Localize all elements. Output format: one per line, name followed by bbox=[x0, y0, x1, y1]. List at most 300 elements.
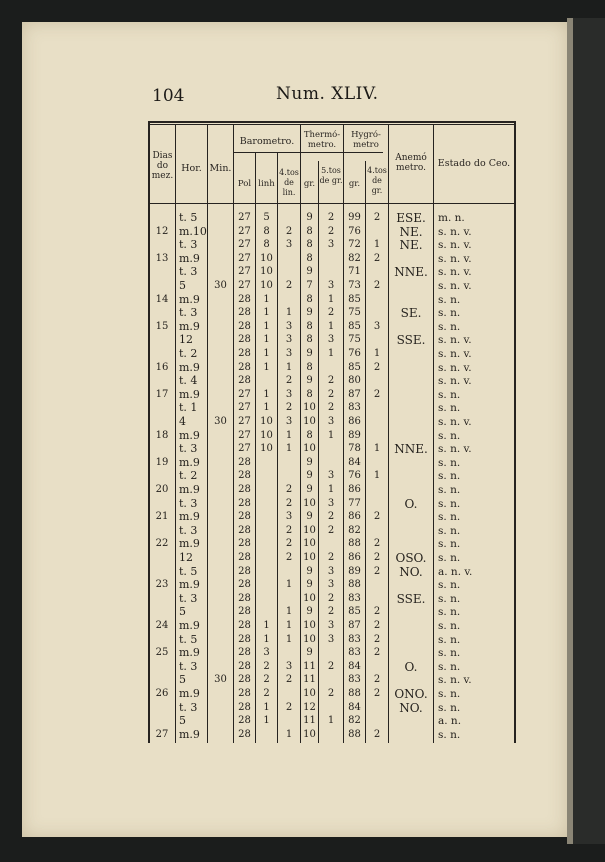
cell-tg: 8 bbox=[306, 293, 313, 305]
cell-pol: 28 bbox=[238, 511, 251, 523]
cell-hg: 83 bbox=[348, 633, 361, 645]
cell-vento: NO. bbox=[399, 700, 423, 715]
cell-tq: 2 bbox=[327, 688, 335, 699]
cell-hor: m.9 bbox=[179, 687, 200, 700]
cell-hg: 83 bbox=[348, 402, 361, 414]
cell-tg: 8 bbox=[306, 334, 313, 346]
cell-pol: 28 bbox=[238, 538, 251, 550]
cell-hg: 85 bbox=[348, 293, 361, 305]
cell-tq: 3 bbox=[327, 416, 335, 427]
cell-linh: 1 bbox=[263, 620, 270, 631]
cell-estado: s. n. bbox=[438, 456, 461, 469]
cell-pol: 27 bbox=[238, 212, 251, 223]
cell-tg: 10 bbox=[303, 402, 316, 414]
cell-dia: 15 bbox=[155, 320, 169, 332]
cell-min: 30 bbox=[214, 280, 227, 291]
cell-estado: s. n. bbox=[438, 620, 461, 632]
cell-tg: 10 bbox=[303, 620, 316, 631]
cell-hq: 2 bbox=[373, 280, 381, 291]
cell-estado: s. n. bbox=[438, 497, 461, 510]
cell-hq: 2 bbox=[373, 633, 381, 645]
header-thermo-gr: gr. bbox=[303, 179, 316, 189]
cell-pol: 28 bbox=[238, 361, 251, 373]
cell-q: 2 bbox=[285, 280, 293, 291]
cell-linh: 8 bbox=[263, 225, 270, 237]
cell-estado: s. n. bbox=[438, 701, 461, 714]
cell-hor: t. 3 bbox=[179, 265, 198, 279]
cell-pol: 27 bbox=[238, 252, 251, 264]
cell-dia: 19 bbox=[155, 456, 169, 468]
cell-pol: 28 bbox=[238, 701, 251, 713]
header-thermometro: Thermó-metro. bbox=[303, 130, 341, 150]
cell-pol: 27 bbox=[238, 266, 251, 278]
cell-tg: 12 bbox=[303, 701, 316, 713]
cell-pol: 28 bbox=[238, 728, 251, 740]
cell-linh: 1 bbox=[263, 402, 270, 414]
header-pol: Pol bbox=[237, 179, 252, 189]
header-anemometro: Anemó metro. bbox=[395, 153, 427, 173]
cell-tg: 8 bbox=[306, 320, 313, 332]
cell-estado: s. n. v. bbox=[438, 280, 472, 292]
cell-hor: t. 3 bbox=[179, 591, 198, 605]
cell-estado: s. n. bbox=[438, 307, 461, 320]
cell-tg: 11 bbox=[303, 674, 316, 686]
cell-hq: 3 bbox=[373, 320, 381, 332]
cell-hg: 89 bbox=[348, 429, 361, 441]
cell-dia: 22 bbox=[155, 538, 169, 550]
cell-q: 1 bbox=[285, 579, 293, 591]
cell-pol: 28 bbox=[238, 579, 251, 591]
cell-linh: 1 bbox=[263, 334, 270, 346]
cell-hor: 12 bbox=[179, 551, 193, 564]
cell-vento: NNE. bbox=[394, 265, 428, 280]
cell-hor: t. 3 bbox=[179, 523, 198, 537]
cell-linh: 5 bbox=[263, 212, 270, 223]
cell-tg: 10 bbox=[303, 538, 316, 550]
cell-hor: t. 3 bbox=[179, 659, 198, 673]
cell-tg: 10 bbox=[303, 416, 316, 427]
cell-linh: 10 bbox=[260, 280, 273, 291]
cell-q: 3 bbox=[285, 334, 293, 346]
cell-hq: 2 bbox=[373, 688, 381, 699]
cell-estado: s. n. bbox=[438, 429, 461, 442]
cell-tq: 2 bbox=[327, 592, 335, 604]
cell-q: 1 bbox=[285, 361, 293, 373]
cell-linh: 10 bbox=[260, 252, 273, 264]
cell-estado: s. n. v. bbox=[438, 252, 472, 265]
cell-estado: s. n. v. bbox=[438, 416, 472, 428]
cell-pol: 27 bbox=[238, 239, 251, 251]
cell-pol: 27 bbox=[238, 443, 251, 455]
cell-estado: s. n. bbox=[438, 320, 461, 333]
cell-tg: 9 bbox=[306, 375, 313, 387]
cell-pol: 28 bbox=[238, 307, 251, 319]
cell-vento: O. bbox=[404, 659, 418, 674]
cell-linh: 1 bbox=[263, 307, 270, 319]
cell-hg: 84 bbox=[348, 456, 361, 468]
cell-q: 2 bbox=[285, 497, 293, 509]
cell-hor: m.9 bbox=[179, 387, 200, 401]
header-estado: Estado do Ceo. bbox=[437, 158, 511, 169]
page-number: 104 bbox=[152, 86, 185, 106]
cell-hq: 1 bbox=[373, 348, 381, 359]
cell-tq: 2 bbox=[327, 552, 335, 563]
cell-tq: 3 bbox=[327, 497, 335, 509]
cell-tq: 3 bbox=[327, 239, 335, 251]
cell-tg: 10 bbox=[303, 688, 316, 699]
cell-estado: s. n. bbox=[438, 688, 461, 700]
cell-pol: 28 bbox=[238, 620, 251, 631]
cell-pol: 27 bbox=[238, 402, 251, 414]
cell-hg: 88 bbox=[348, 538, 361, 550]
cell-tg: 8 bbox=[306, 225, 313, 237]
cell-hg: 87 bbox=[348, 388, 361, 400]
cell-hg: 87 bbox=[348, 620, 361, 631]
cell-linh: 1 bbox=[263, 715, 270, 727]
cell-vento: NO. bbox=[399, 564, 423, 579]
cell-estado: s. n. v. bbox=[438, 239, 472, 252]
cell-hor: m.9 bbox=[179, 483, 200, 496]
cell-linh: 1 bbox=[263, 348, 270, 359]
cell-q: 2 bbox=[285, 484, 293, 495]
cell-q: 3 bbox=[285, 348, 293, 359]
cell-estado: s. n. v. bbox=[438, 225, 472, 238]
cell-estado: s. n. v. bbox=[438, 348, 472, 360]
cell-hg: 78 bbox=[348, 443, 361, 455]
cell-hg: 82 bbox=[348, 524, 361, 536]
table-top-rule bbox=[148, 121, 516, 123]
cell-linh: 1 bbox=[263, 361, 270, 373]
cell-hg: 71 bbox=[348, 266, 361, 278]
cell-hor: t. 3 bbox=[179, 306, 198, 320]
cell-hg: 76 bbox=[348, 348, 361, 359]
cell-hq: 2 bbox=[373, 674, 381, 686]
cell-pol: 28 bbox=[238, 456, 251, 468]
cell-pol: 28 bbox=[238, 484, 251, 495]
cell-dia: 23 bbox=[155, 579, 169, 591]
cell-estado: a. n. v. bbox=[438, 565, 473, 578]
cell-tg: 10 bbox=[303, 633, 316, 645]
cell-vento: NE. bbox=[399, 238, 423, 253]
cell-hq: 2 bbox=[373, 511, 381, 523]
cell-hg: 76 bbox=[348, 470, 361, 482]
cell-pol: 28 bbox=[238, 293, 251, 305]
cell-pol: 28 bbox=[238, 688, 251, 699]
cell-hg: 86 bbox=[348, 511, 361, 523]
cell-hor: 4 bbox=[179, 415, 186, 428]
cell-hg: 84 bbox=[348, 701, 361, 713]
cell-linh: 1 bbox=[263, 388, 270, 400]
cell-pol: 28 bbox=[238, 674, 251, 686]
col-rule-dias bbox=[175, 125, 176, 743]
cell-hor: t. 2 bbox=[179, 347, 198, 360]
cell-vento: NNE. bbox=[394, 442, 428, 457]
cell-tq: 2 bbox=[327, 660, 335, 672]
cell-dia: 26 bbox=[155, 688, 169, 699]
cell-pol: 27 bbox=[238, 416, 251, 427]
header-min: Min. bbox=[209, 163, 232, 174]
cell-hq: 2 bbox=[373, 620, 381, 631]
cell-hq: 2 bbox=[373, 212, 381, 223]
cell-estado: s. n. bbox=[438, 402, 461, 415]
cell-q: 2 bbox=[285, 402, 293, 414]
cell-tg: 9 bbox=[306, 456, 313, 468]
cell-tq: 3 bbox=[327, 470, 335, 482]
running-title: Num. XLIV. bbox=[276, 84, 379, 104]
header-quartos-lin: 4.tos de lin. bbox=[279, 168, 299, 197]
cell-tq: 2 bbox=[327, 225, 335, 237]
cell-dia: 17 bbox=[155, 388, 169, 400]
cell-tg: 10 bbox=[303, 728, 316, 740]
cell-tq: 3 bbox=[327, 565, 335, 577]
cell-hor: t. 3 bbox=[179, 442, 198, 456]
cell-hg: 76 bbox=[348, 225, 361, 237]
cell-vento: SSE. bbox=[396, 333, 426, 348]
cell-tg: 9 bbox=[306, 348, 313, 359]
cell-tg: 10 bbox=[303, 592, 316, 604]
cell-tq: 1 bbox=[327, 293, 335, 305]
cell-pol: 28 bbox=[238, 565, 251, 577]
cell-tq: 1 bbox=[327, 348, 335, 359]
cell-linh: 10 bbox=[260, 443, 273, 455]
cell-q: 2 bbox=[285, 701, 293, 713]
cell-tg: 9 bbox=[306, 307, 313, 319]
cell-estado: s. n. bbox=[438, 647, 461, 660]
header-hygro-gr: gr. bbox=[348, 179, 361, 189]
cell-hor: m.9 bbox=[179, 455, 200, 469]
cell-tg: 10 bbox=[303, 524, 316, 536]
cell-estado: s. n. bbox=[438, 606, 461, 619]
cell-hor: m.9 bbox=[179, 360, 200, 374]
cell-vento: OSO. bbox=[395, 551, 427, 565]
col-rule-hor bbox=[207, 125, 208, 743]
cell-hor: t. 5 bbox=[179, 632, 198, 646]
cell-hg: 73 bbox=[348, 280, 361, 291]
cell-pol: 28 bbox=[238, 320, 251, 332]
cell-hg: 84 bbox=[348, 660, 361, 672]
cell-hq: 1 bbox=[373, 239, 381, 251]
cell-q: 3 bbox=[285, 239, 293, 251]
cell-hg: 75 bbox=[348, 307, 361, 319]
cell-pol: 28 bbox=[238, 524, 251, 536]
cell-linh: 2 bbox=[263, 660, 270, 672]
weather-table bbox=[148, 121, 516, 743]
cell-hor: t. 4 bbox=[179, 374, 198, 388]
cell-pol: 27 bbox=[238, 388, 251, 400]
cell-pol: 28 bbox=[238, 552, 251, 563]
cell-estado: s. n. v. bbox=[438, 674, 472, 687]
cell-tg: 9 bbox=[306, 212, 313, 223]
cell-tq: 2 bbox=[327, 307, 335, 319]
cell-pol: 28 bbox=[238, 715, 251, 727]
table-top-rule-thin bbox=[148, 124, 516, 125]
cell-pol: 27 bbox=[238, 429, 251, 441]
cell-q: 2 bbox=[285, 538, 293, 550]
header-barometro: Barometro. bbox=[239, 136, 295, 147]
cell-hor: t. 2 bbox=[179, 469, 198, 483]
cell-vento: SE. bbox=[400, 306, 422, 321]
cell-hg: 86 bbox=[348, 484, 361, 495]
cell-tq: 2 bbox=[327, 388, 335, 400]
cell-tq: 2 bbox=[327, 511, 335, 523]
cell-q: 1 bbox=[285, 620, 293, 631]
cell-tg: 7 bbox=[306, 280, 313, 291]
cell-pol: 28 bbox=[238, 334, 251, 346]
cell-hg: 82 bbox=[348, 715, 361, 727]
cell-hg: 83 bbox=[348, 592, 361, 604]
cell-tg: 9 bbox=[306, 606, 313, 618]
cell-tg: 10 bbox=[303, 443, 316, 455]
cell-pol: 28 bbox=[238, 647, 251, 659]
cell-tq: 3 bbox=[327, 334, 335, 346]
cell-pol: 28 bbox=[238, 375, 251, 387]
cell-hq: 1 bbox=[373, 443, 381, 455]
cell-vento: O. bbox=[404, 496, 418, 511]
cell-linh: 3 bbox=[263, 647, 270, 659]
cell-estado: s. n. v. bbox=[438, 375, 472, 388]
cell-estado: a. n. bbox=[438, 715, 462, 728]
cell-hg: 80 bbox=[348, 375, 361, 387]
cell-hq: 2 bbox=[373, 606, 381, 618]
header-linh: linh bbox=[258, 179, 275, 189]
cell-estado: s. n. bbox=[438, 524, 461, 537]
cell-hor: m.9 bbox=[179, 537, 200, 551]
cell-tg: 9 bbox=[306, 565, 313, 577]
cell-estado: m. n. bbox=[438, 212, 465, 224]
cell-tq: 3 bbox=[327, 633, 335, 645]
cell-dia: 21 bbox=[155, 511, 169, 523]
cell-hor: 12 bbox=[179, 333, 193, 347]
cell-hor: t. 3 bbox=[179, 238, 198, 252]
cell-hor: m.9 bbox=[179, 578, 200, 592]
cell-pol: 28 bbox=[238, 592, 251, 604]
cell-hg: 77 bbox=[348, 497, 361, 509]
cell-hq: 2 bbox=[373, 538, 381, 550]
cell-tg: 8 bbox=[306, 429, 313, 441]
cell-hg: 86 bbox=[348, 416, 361, 427]
cell-estado: s. n. bbox=[438, 538, 461, 551]
cell-tg: 8 bbox=[306, 239, 313, 251]
cell-q: 3 bbox=[285, 416, 293, 427]
cell-estado: s. n. bbox=[438, 660, 461, 673]
cell-tg: 8 bbox=[306, 361, 313, 373]
cell-dia: 14 bbox=[155, 293, 169, 305]
cell-linh: 1 bbox=[263, 293, 270, 305]
cell-estado: s. n. bbox=[438, 484, 461, 496]
cell-estado: s. n. bbox=[438, 592, 461, 605]
cell-hg: 88 bbox=[348, 688, 361, 699]
cell-hg: 82 bbox=[348, 252, 361, 264]
cell-hor: m.9 bbox=[179, 619, 200, 632]
cell-dia: 18 bbox=[155, 429, 169, 441]
cell-hor: t. 5 bbox=[179, 211, 198, 224]
cell-tg: 9 bbox=[306, 470, 313, 482]
cell-estado: s. n. bbox=[438, 293, 461, 306]
cell-linh: 2 bbox=[263, 674, 270, 686]
cell-linh: 10 bbox=[260, 266, 273, 278]
cell-pol: 28 bbox=[238, 660, 251, 672]
cell-tq: 2 bbox=[327, 402, 335, 414]
cell-hor: 5 bbox=[179, 279, 186, 292]
cell-tq: 1 bbox=[327, 320, 335, 332]
cell-hg: 72 bbox=[348, 239, 361, 251]
cell-estado: s. n. v. bbox=[438, 266, 472, 279]
cell-hor: t. 5 bbox=[179, 564, 198, 578]
cell-hor: m.9 bbox=[179, 510, 200, 524]
cell-dia: 13 bbox=[155, 252, 169, 264]
cell-estado: s. n. bbox=[438, 552, 461, 564]
cell-q: 1 bbox=[285, 606, 293, 618]
header-hygrometro: Hygró-metro bbox=[351, 130, 381, 150]
cell-hq: 2 bbox=[373, 361, 381, 373]
cell-vento: ONO. bbox=[394, 687, 428, 701]
cell-estado: s. n. bbox=[438, 511, 461, 524]
cell-estado: s. n. v. bbox=[438, 443, 472, 456]
cell-hor: t. 3 bbox=[179, 496, 198, 510]
cell-dia: 16 bbox=[155, 361, 169, 373]
cell-q: 3 bbox=[285, 660, 293, 672]
cell-tg: 8 bbox=[306, 252, 313, 264]
cell-linh: 10 bbox=[260, 416, 273, 427]
cell-dia: 25 bbox=[155, 647, 169, 659]
cell-hor: 5 bbox=[179, 605, 186, 619]
cell-tq: 1 bbox=[327, 429, 335, 441]
cell-tq: 2 bbox=[327, 606, 335, 618]
cell-hg: 88 bbox=[348, 728, 361, 740]
cell-hg: 99 bbox=[348, 212, 361, 223]
cell-hor: 5 bbox=[179, 714, 186, 728]
cell-tg: 8 bbox=[306, 388, 313, 400]
cell-hg: 85 bbox=[348, 361, 361, 373]
cell-estado: s. n. bbox=[438, 470, 461, 483]
cell-q: 2 bbox=[285, 375, 293, 387]
cell-pol: 28 bbox=[238, 606, 251, 618]
cell-estado: s. n. bbox=[438, 388, 461, 401]
cell-linh: 8 bbox=[263, 239, 270, 251]
cell-tg: 9 bbox=[306, 511, 313, 523]
cell-hg: 85 bbox=[348, 606, 361, 618]
cell-dia: 27 bbox=[155, 728, 169, 740]
cell-linh: 1 bbox=[263, 320, 270, 332]
header-quartos-gr: 4.tos de gr. bbox=[367, 166, 387, 195]
cell-q: 1 bbox=[285, 429, 293, 441]
header-dias: Dias do mez. bbox=[151, 151, 174, 181]
cell-min: 30 bbox=[214, 674, 227, 686]
cell-q: 3 bbox=[285, 511, 293, 523]
header-hor: Hor. bbox=[181, 163, 202, 174]
cell-tg: 9 bbox=[306, 647, 313, 659]
cell-tg: 9 bbox=[306, 266, 313, 278]
cell-estado: s. n. bbox=[438, 579, 461, 592]
cell-hor: m.9 bbox=[179, 292, 200, 306]
cell-hq: 2 bbox=[373, 252, 381, 264]
cell-tq: 3 bbox=[327, 620, 335, 631]
cell-hg: 75 bbox=[348, 334, 361, 346]
cell-vento: ESE. bbox=[396, 211, 426, 225]
cell-tg: 9 bbox=[306, 484, 313, 495]
cell-linh: 1 bbox=[263, 633, 270, 645]
table-right-border bbox=[514, 121, 516, 743]
cell-linh: 1 bbox=[263, 701, 270, 713]
cell-q: 2 bbox=[285, 552, 293, 563]
cell-hq: 2 bbox=[373, 647, 381, 659]
cell-estado: s. n. v. bbox=[438, 334, 472, 347]
cell-estado: s. n. v. bbox=[438, 361, 472, 374]
header-bottom-rule bbox=[148, 203, 516, 204]
cell-q: 2 bbox=[285, 524, 293, 536]
cell-hor: m.10 bbox=[179, 224, 207, 238]
cell-q: 3 bbox=[285, 320, 293, 332]
